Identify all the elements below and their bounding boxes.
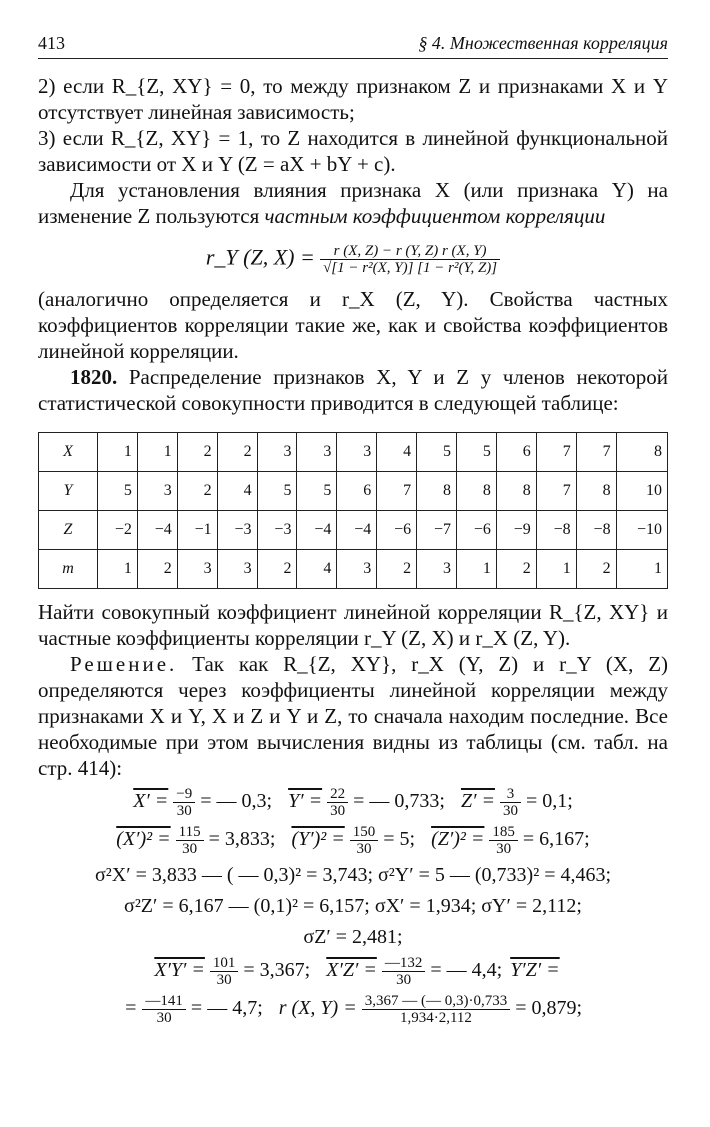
table-cell: 3 [257, 433, 297, 472]
expression [154, 955, 311, 988]
fraction [382, 955, 426, 988]
table-cell: 2 [177, 433, 217, 472]
table-cell: 8 [616, 433, 667, 472]
solution-label: Решение. [70, 652, 178, 676]
table-cell: 3 [417, 550, 457, 589]
table-cell: 2 [137, 550, 177, 589]
table-cell: 4 [377, 433, 417, 472]
expression-result: = 0,879; [515, 997, 583, 1020]
table-cell: 3 [337, 433, 377, 472]
table-cell: −2 [98, 511, 138, 550]
fraction-numerator: 150 [352, 824, 376, 840]
fraction [362, 993, 511, 1026]
expression-lhs: X′Z′ = [326, 959, 377, 982]
table-cell: −10 [616, 511, 667, 550]
fraction [173, 786, 195, 819]
table-cell: 5 [457, 433, 497, 472]
expression-lhs: r (X, Y) = [278, 997, 357, 1020]
table-cell: 5 [257, 472, 297, 511]
fraction [350, 824, 379, 857]
condition-item-3: 3) если R_{Z, XY} = 1, то Z находится в линейной функциональной зависимости от X и Y (Z = aX + bY + c). [38, 126, 668, 176]
expression-result: = 3,833; [208, 828, 276, 851]
table-row [39, 472, 668, 511]
variance-line-3: σZ′ = 2,481; [303, 926, 403, 948]
formula-fraction [320, 243, 500, 276]
correlation-line [38, 993, 668, 1026]
fraction-numerator: 3,367 — (— 0,3)·0,733 [364, 993, 508, 1009]
fraction-denominator: 30 [500, 802, 521, 819]
problem-paragraph [38, 364, 668, 416]
expression-result: = — 0,3; [200, 790, 273, 813]
section-title: § 4. Множественная корреляция [418, 33, 668, 53]
expression-lhs: (Z′)² = [431, 828, 485, 851]
table-cell: −4 [297, 511, 337, 550]
fraction-denominator: 30 [176, 840, 204, 857]
book-page [38, 30, 668, 1031]
expression [431, 824, 590, 857]
table-cell: 2 [257, 550, 297, 589]
squares-line [38, 824, 668, 857]
table-row [39, 511, 668, 550]
table-cell: −4 [137, 511, 177, 550]
expression-result: = 6,167; [522, 828, 590, 851]
fraction-denominator: 30 [142, 1009, 186, 1026]
table-cell: 1 [536, 550, 576, 589]
table-cell: 8 [417, 472, 457, 511]
expression-result: = 0,1; [525, 790, 573, 813]
table-cell: 8 [576, 472, 616, 511]
expression-lhs: = [123, 997, 138, 1020]
fraction-numerator: 101 [212, 955, 236, 971]
expression [123, 993, 263, 1026]
table-cell: 3 [177, 550, 217, 589]
yz-product-lhs: Y′Z′ = [510, 959, 560, 982]
expression-result: = — 4,7; [190, 997, 263, 1020]
table-cell: 7 [536, 433, 576, 472]
table-cell: 7 [536, 472, 576, 511]
table-cell: 6 [496, 433, 536, 472]
fraction-denominator: 30 [327, 802, 348, 819]
table-cell: −9 [496, 511, 536, 550]
expression-lhs: (Y′)² = [291, 828, 345, 851]
after-formula-text: (аналогично определяется и r_X (Z, Y). Свойства частных коэффициентов корреляции такие же, как и свойства коэффициентов линейной корреляции. [38, 287, 668, 363]
expression-lhs: X′Y′ = [154, 959, 205, 982]
variance-line-2: σ²Z′ = 6,167 — (0,1)² = 6,157; σX′ = 1,934; σY′ = 2,112; [124, 895, 582, 917]
table-cell: 8 [496, 472, 536, 511]
table-cell: 4 [217, 472, 257, 511]
table-cell: 5 [297, 472, 337, 511]
fraction-numerator: —132 [384, 955, 423, 971]
table-cell: 2 [177, 472, 217, 511]
fraction-numerator: 22 [330, 786, 346, 802]
expression-lhs: X′ = [133, 790, 169, 813]
fraction-numerator: 185 [492, 824, 515, 840]
formula-numerator: r (X, Z) − r (Y, Z) r (X, Y) [333, 243, 487, 259]
expression-result: = 5; [383, 828, 416, 851]
expression-lhs: Z′ = [460, 790, 495, 813]
table-cell: 5 [98, 472, 138, 511]
table-cell: 7 [576, 433, 616, 472]
intro-paragraph [38, 177, 668, 229]
expression [133, 786, 273, 819]
table-cell: −8 [536, 511, 576, 550]
table-cell: 1 [137, 433, 177, 472]
partial-correlation-formula [38, 243, 668, 276]
table-cell: 8 [457, 472, 497, 511]
table-cell: 2 [377, 550, 417, 589]
expression [326, 955, 503, 988]
expression-lhs: Y′ = [288, 790, 323, 813]
intro-term: частным коэффициентом корреляции [264, 204, 606, 228]
distribution-table [38, 432, 668, 589]
table-cell: 5 [417, 433, 457, 472]
table-cell: 4 [297, 550, 337, 589]
means-line [38, 786, 668, 819]
fraction-denominator: 30 [210, 971, 239, 988]
expression-result: = — 0,733; [353, 790, 445, 813]
expression [288, 786, 445, 819]
row-label: Y [39, 472, 98, 511]
expression-lhs: (X′)² = [116, 828, 171, 851]
table-cell: −7 [417, 511, 457, 550]
table-cell: 2 [576, 550, 616, 589]
row-label: X [39, 433, 98, 472]
formula-denominator: √[1 − r²(X, Y)] [1 − r²(Y, Z)] [320, 259, 500, 276]
fraction [176, 824, 204, 857]
table-cell: 3 [297, 433, 337, 472]
expression-result: = 3,367; [243, 959, 311, 982]
fraction [327, 786, 348, 819]
row-label: m [39, 550, 98, 589]
row-label: Z [39, 511, 98, 550]
fraction-numerator: −9 [176, 786, 193, 802]
table-cell: 3 [137, 472, 177, 511]
table-cell: −1 [177, 511, 217, 550]
table-cell: 10 [616, 472, 667, 511]
expression-result: = — 4,4; [430, 959, 503, 982]
solution-text: Так как R_{Z, XY}, r_X (Y, Z) и r_Y (X, Z) определяются через коэффициенты линейной корреляции между признаками X и Y, X и Z и Y и Z, то сначала находим последние. Все необходимые при этом вычисления видны из таблицы (см. табл. на стр. 414): [38, 652, 669, 780]
table-cell: 1 [616, 550, 667, 589]
table-cell: 6 [337, 472, 377, 511]
table-cell: −8 [576, 511, 616, 550]
table-cell: −6 [457, 511, 497, 550]
table-cell: −6 [377, 511, 417, 550]
expression [116, 824, 276, 857]
table-cell: 7 [377, 472, 417, 511]
problem-number: 1820. [70, 365, 118, 389]
expression [278, 993, 583, 1026]
fraction-denominator: 30 [489, 840, 518, 857]
fraction-numerator: —141 [145, 993, 183, 1009]
problem-text: Распределение признаков X, Y и Z у членов некоторой статистической совокупности приводится в следующей таблице: [38, 365, 669, 415]
fraction-numerator: 115 [178, 824, 201, 840]
table-cell: 2 [496, 550, 536, 589]
fraction-denominator: 30 [173, 802, 195, 819]
table-cell: 1 [98, 433, 138, 472]
page-header [38, 30, 668, 59]
expression [460, 786, 573, 819]
table-cell: 3 [217, 550, 257, 589]
solution-paragraph [38, 651, 668, 781]
condition-item-2: 2) если R_{Z, XY} = 0, то между признаком Z и признаками X и Y отсутствует линейная зависимость; [38, 74, 668, 124]
expression [291, 824, 416, 857]
table-cell: 2 [217, 433, 257, 472]
table-cell: −4 [337, 511, 377, 550]
table-cell: 1 [98, 550, 138, 589]
fraction [142, 993, 186, 1026]
fraction-numerator: 3 [506, 786, 515, 802]
table-row [39, 550, 668, 589]
page-number: 413 [38, 33, 65, 53]
table-cell: 3 [337, 550, 377, 589]
fraction [489, 824, 518, 857]
fraction [210, 955, 239, 988]
fraction-denominator: 30 [382, 971, 426, 988]
task-text: Найти совокупный коэффициент линейной корреляции R_{Z, XY} и частные коэффициенты корреляции r_Y (Z, X) и r_X (Z, Y). [38, 600, 668, 650]
fraction-denominator: 30 [350, 840, 379, 857]
fraction [500, 786, 521, 819]
table-cell: 1 [457, 550, 497, 589]
formula-lhs: r_Y (Z, X) = [205, 244, 315, 270]
products-line [38, 955, 668, 988]
table-cell: −3 [257, 511, 297, 550]
table-cell: −3 [217, 511, 257, 550]
variance-line-1: σ²X′ = 3,833 — ( — 0,3)² = 3,743; σ²Y′ = 5 — (0,733)² = 4,463; [94, 864, 612, 886]
table-row [39, 433, 668, 472]
fraction-denominator: 1,934·2,112 [362, 1009, 511, 1026]
intro-text: Для установления влияния признака X (или признака Y) на изменение Z пользуются [38, 178, 668, 228]
